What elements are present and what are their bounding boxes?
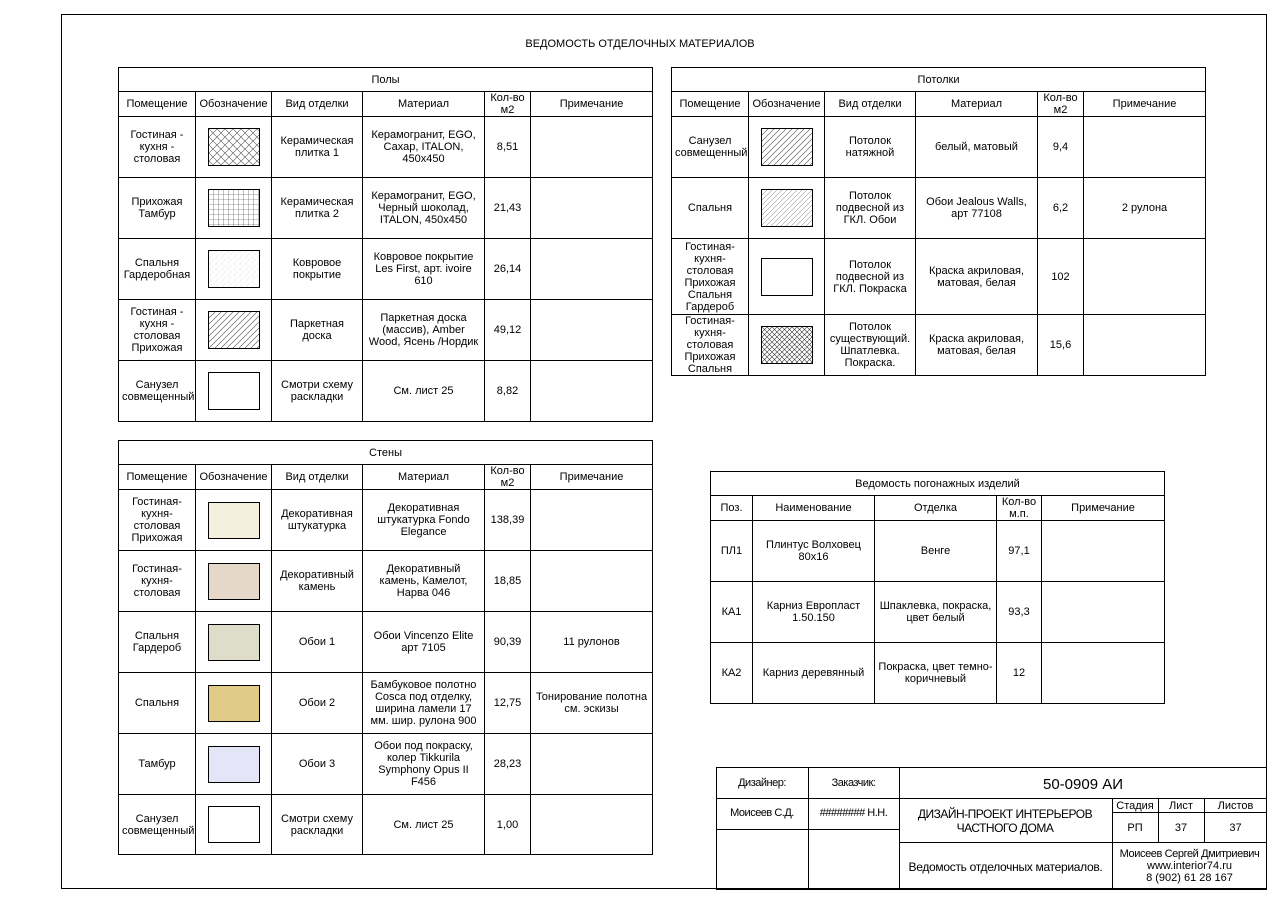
color-swatch <box>208 746 260 783</box>
note-cell <box>1084 315 1206 376</box>
swatch-cell <box>749 239 825 315</box>
note-cell <box>531 734 653 795</box>
swatch-cell <box>196 673 272 734</box>
grid-swatch-icon <box>208 189 260 227</box>
note-cell <box>1042 582 1165 643</box>
room-cell: Санузел совмещенный <box>119 361 196 422</box>
qty-cell: 97,1 <box>997 521 1042 582</box>
material-cell: Ковровое покрытие Les First, арт. ivoire 610 <box>363 239 485 300</box>
table-row <box>119 734 653 795</box>
diagonal-hatch-swatch-icon <box>208 311 260 349</box>
swatch-cell <box>196 734 272 795</box>
dense-crosshatch-swatch-icon <box>761 326 813 364</box>
note-cell <box>531 117 653 178</box>
room-cell: Гостиная- кухня- столовая <box>119 551 196 612</box>
table-row <box>119 239 653 300</box>
color-swatch <box>208 624 260 661</box>
name-cell: Карниз Европласт 1.50.150 <box>753 582 875 643</box>
table-row <box>672 239 1206 315</box>
table-row <box>711 582 1165 643</box>
blank-swatch-icon <box>208 372 260 410</box>
note-cell <box>531 490 653 551</box>
qty-cell: 49,12 <box>485 300 531 361</box>
color-swatch <box>208 563 260 600</box>
moldings-table <box>710 471 1165 704</box>
note-cell: 2 рулона <box>1084 178 1206 239</box>
swatch-cell <box>196 300 272 361</box>
room-cell: Санузел совмещенный <box>119 795 196 855</box>
crosshatch-swatch-icon <box>208 128 260 166</box>
finish-cell: Покраска, цвет темно-коричневый <box>875 643 997 704</box>
note-cell <box>1042 643 1165 704</box>
table-row <box>119 361 653 422</box>
room-cell: Гостиная - кухня - столовая <box>119 117 196 178</box>
note-cell <box>531 795 653 855</box>
note-cell <box>1042 521 1165 582</box>
finish-cell: Венге <box>875 521 997 582</box>
header-qty: Кол-во м2 <box>485 465 531 490</box>
finish-cell: Обои 1 <box>272 612 363 673</box>
finish-cell: Потолок существующий. Шпатлевка. Покраска. <box>825 315 916 376</box>
note-cell <box>531 551 653 612</box>
swatch-cell <box>196 551 272 612</box>
room-cell: Прихожая Тамбур <box>119 178 196 239</box>
room-cell: Спальня Гардеробная <box>119 239 196 300</box>
designer-name: Моисеев С.Д. <box>730 807 794 819</box>
color-swatch <box>208 806 260 843</box>
finish-cell: Обои 2 <box>272 673 363 734</box>
finish-cell: Потолок подвесной из ГКЛ. Покраска <box>825 239 916 315</box>
ceilings-table <box>671 67 1206 376</box>
name-cell: Плинтус Волховец 80х16 <box>753 521 875 582</box>
material-cell: См. лист 25 <box>363 361 485 422</box>
table-row <box>672 315 1206 376</box>
project-code: 50-0909 АИ <box>1042 776 1123 793</box>
note-cell <box>1084 239 1206 315</box>
project-name: ДИЗАЙН-ПРОЕКТ ИНТЕРЬЕРОВ ЧАСТНОГО ДОМА <box>917 807 1093 835</box>
note-cell: 11 рулонов <box>531 612 653 673</box>
qty-cell: 8,82 <box>485 361 531 422</box>
note-cell <box>531 239 653 300</box>
qty-cell: 1,00 <box>485 795 531 855</box>
material-cell: Обои Vincenzo Elite арт 7105 <box>363 612 485 673</box>
room-cell: Спальня <box>119 673 196 734</box>
header-finish: Вид отделки <box>272 465 363 490</box>
finish-cell: Смотри схему раскладки <box>272 795 363 855</box>
stage-label: Стадия <box>1116 800 1154 812</box>
qty-cell: 9,4 <box>1038 117 1084 178</box>
floors-header-row <box>119 92 653 117</box>
swatch-cell <box>749 315 825 376</box>
stage-value: РП <box>1127 822 1143 834</box>
divider <box>1112 812 1267 813</box>
header-finish: Вид отделки <box>272 92 363 117</box>
header-qty: Кол-во м2 <box>485 92 531 117</box>
color-swatch <box>208 502 260 539</box>
swatch-cell <box>196 117 272 178</box>
qty-cell: 102 <box>1038 239 1084 315</box>
header-room: Помещение <box>119 92 196 117</box>
header-pos: Поз. <box>711 496 753 521</box>
qty-cell: 8,51 <box>485 117 531 178</box>
qty-cell: 18,85 <box>485 551 531 612</box>
qty-cell: 21,43 <box>485 178 531 239</box>
color-swatch <box>208 685 260 722</box>
sheets-label: Листов <box>1217 800 1254 812</box>
finish-cell: Шпаклевка, покраска, цвет белый <box>875 582 997 643</box>
note-cell <box>531 300 653 361</box>
swatch-cell <box>196 239 272 300</box>
finish-cell: Потолок подвесной из ГКЛ. Обои <box>825 178 916 239</box>
material-cell: белый, матовый <box>916 117 1038 178</box>
room-cell: Гостиная- кухня- столовая Прихожая Спальня Гардероб <box>672 239 749 315</box>
header-qty: Кол-во м2 <box>1038 92 1084 117</box>
material-cell: Обои под покраску, колер Tikkurila Symphony Opus II F456 <box>363 734 485 795</box>
header-note: Примечание <box>1084 92 1206 117</box>
qty-cell: 12 <box>997 643 1042 704</box>
client-label: Заказчик: <box>831 777 876 789</box>
header-material: Материал <box>916 92 1038 117</box>
finish-cell: Декоративная штукатурка <box>272 490 363 551</box>
header-note: Примечание <box>1042 496 1165 521</box>
material-cell: См. лист 25 <box>363 795 485 855</box>
material-cell: Краска акриловая, матовая, белая <box>916 315 1038 376</box>
qty-cell: 138,39 <box>485 490 531 551</box>
table-row <box>119 490 653 551</box>
finish-cell: Обои 3 <box>272 734 363 795</box>
room-cell: Санузел совмещенный <box>672 117 749 178</box>
diagonal-hatch-swatch-icon <box>761 128 813 166</box>
header-room: Помещение <box>119 465 196 490</box>
room-cell: Спальня <box>672 178 749 239</box>
header-designation: Обозначение <box>196 92 272 117</box>
room-cell: Гостиная - кухня - столовая Прихожая <box>119 300 196 361</box>
ceilings-header-row <box>672 92 1206 117</box>
header-designation: Обозначение <box>196 465 272 490</box>
ceilings-title: Потолки <box>672 68 1206 92</box>
table-row <box>119 300 653 361</box>
swatch-cell <box>196 178 272 239</box>
moldings-title: Ведомость погонажных изделий <box>711 472 1165 496</box>
swatch-cell <box>196 490 272 551</box>
qty-cell: 28,23 <box>485 734 531 795</box>
material-cell: Паркетная доска (массив), Amber Wood, Ясень /Нордик <box>363 300 485 361</box>
designer-label: Дизайнер: <box>738 777 786 789</box>
floors-table <box>118 67 653 422</box>
divider <box>899 842 1267 843</box>
table-row <box>119 117 653 178</box>
table-row <box>672 117 1206 178</box>
header-finish: Отделка <box>875 496 997 521</box>
note-cell <box>1084 117 1206 178</box>
material-cell: Декоративный камень, Камелот, Нарва 046 <box>363 551 485 612</box>
qty-cell: 6,2 <box>1038 178 1084 239</box>
qty-cell: 93,3 <box>997 582 1042 643</box>
name-cell: Карниз деревянный <box>753 643 875 704</box>
material-cell: Керамогранит, EGO, Сахар, ITALON, 450х450 <box>363 117 485 178</box>
swatch-cell <box>196 361 272 422</box>
material-cell: Бамбуковое полотно Cosca под отделку, ширина ламели 17 мм. шир. рулона 900 <box>363 673 485 734</box>
table-row <box>119 673 653 734</box>
moldings-header-row <box>711 496 1165 521</box>
header-note: Примечание <box>531 92 653 117</box>
qty-cell: 26,14 <box>485 239 531 300</box>
header-name: Наименование <box>753 496 875 521</box>
note-cell <box>531 178 653 239</box>
swatch-cell <box>196 795 272 855</box>
client-name: ######## Н.Н. <box>819 807 888 819</box>
material-cell: Декоративная штукатурка Fondo Elegance <box>363 490 485 551</box>
qty-cell: 90,39 <box>485 612 531 673</box>
header-room: Помещение <box>672 92 749 117</box>
carpet-swatch-icon <box>208 250 260 288</box>
qty-cell: 15,6 <box>1038 315 1084 376</box>
note-cell <box>531 361 653 422</box>
pos-cell: КА1 <box>711 582 753 643</box>
swatch-cell <box>749 117 825 178</box>
table-row <box>119 795 653 855</box>
table-row <box>119 612 653 673</box>
room-cell: Гостиная- кухня- столовая Прихожая <box>119 490 196 551</box>
finish-cell: Смотри схему раскладки <box>272 361 363 422</box>
fine-diagonal-hatch-swatch-icon <box>761 189 813 227</box>
floors-title: Полы <box>119 68 653 92</box>
walls-title: Стены <box>119 441 653 465</box>
finish-cell: Ковровое покрытие <box>272 239 363 300</box>
material-cell: Краска акриловая, матовая, белая <box>916 239 1038 315</box>
header-qty: Кол-во м.п. <box>997 496 1042 521</box>
finish-cell: Паркетная доска <box>272 300 363 361</box>
sheets-value: 37 <box>1229 822 1242 834</box>
author-name: Моисеев Сергей Дмитриевич <box>1119 848 1260 860</box>
material-cell: Керамогранит, EGO, Черный шоколад, ITALON, 450х450 <box>363 178 485 239</box>
header-material: Материал <box>363 465 485 490</box>
table-row <box>119 178 653 239</box>
room-cell: Гостиная- кухня- столовая Прихожая Спальня <box>672 315 749 376</box>
table-row <box>672 178 1206 239</box>
divider <box>716 829 899 830</box>
pos-cell: ПЛ1 <box>711 521 753 582</box>
finish-cell: Керамическая плитка 1 <box>272 117 363 178</box>
header-designation: Обозначение <box>749 92 825 117</box>
walls-table <box>118 440 653 855</box>
sheet-title: Ведомость отделочных материалов. <box>908 860 1103 874</box>
table-row <box>119 551 653 612</box>
qty-cell: 12,75 <box>485 673 531 734</box>
header-finish: Вид отделки <box>825 92 916 117</box>
divider <box>716 798 899 799</box>
finish-cell: Декоративный камень <box>272 551 363 612</box>
website: www.interior74.ru <box>1147 860 1232 872</box>
swatch-cell <box>749 178 825 239</box>
finish-cell: Потолок натяжной <box>825 117 916 178</box>
header-note: Примечание <box>531 465 653 490</box>
divider <box>899 798 1267 799</box>
blank-swatch-icon <box>761 258 813 296</box>
room-cell: Тамбур <box>119 734 196 795</box>
phone: 8 (902) 61 28 167 <box>1146 872 1233 884</box>
pos-cell: КА2 <box>711 643 753 704</box>
note-cell: Тонирование полотна см. эскизы <box>531 673 653 734</box>
finish-cell: Керамическая плитка 2 <box>272 178 363 239</box>
sheet-label: Лист <box>1169 800 1193 812</box>
header-material: Материал <box>363 92 485 117</box>
material-cell: Обои Jealous Walls, арт 77108 <box>916 178 1038 239</box>
table-row <box>711 521 1165 582</box>
room-cell: Спальня Гардероб <box>119 612 196 673</box>
walls-header-row <box>119 465 653 490</box>
document-title: ВЕДОМОСТЬ ОТДЕЛОЧНЫХ МАТЕРИАЛОВ <box>525 38 755 50</box>
table-row <box>711 643 1165 704</box>
swatch-cell <box>196 612 272 673</box>
sheet-value: 37 <box>1174 822 1188 834</box>
